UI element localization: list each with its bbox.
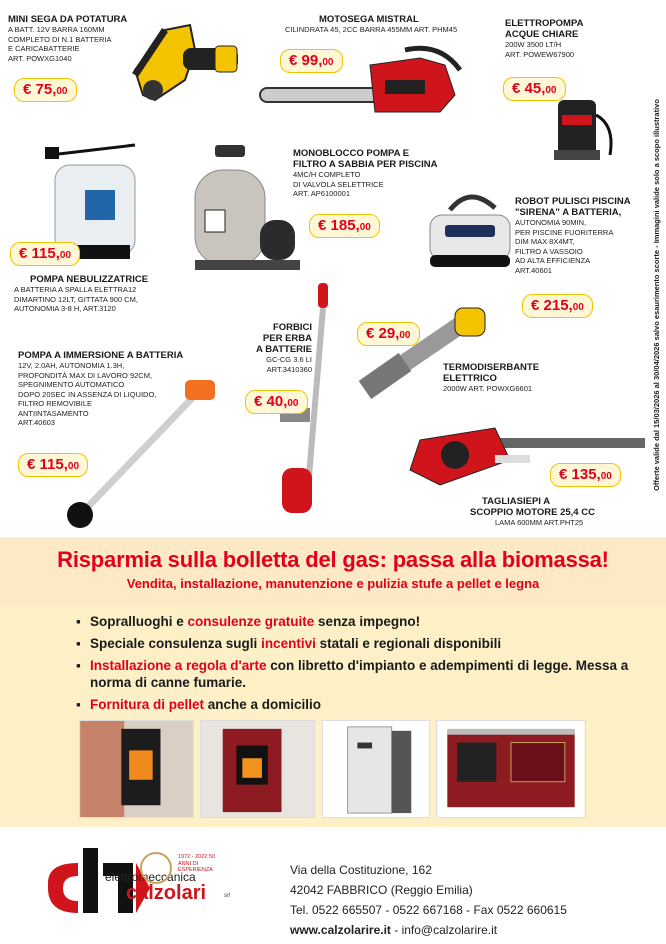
product-desc-line: SPEGNIMENTO AUTOMATICO: [18, 380, 125, 389]
product-title: PER ERBA: [262, 333, 312, 344]
cookstove-photo: [436, 720, 586, 818]
benefit-item: [76, 613, 636, 630]
stove-photo-2: [200, 720, 315, 818]
product-desc-line: AUTONOMIA 90MIN,: [515, 218, 587, 227]
price-cents: 00: [67, 461, 80, 472]
product-title: MOTOSEGA MISTRAL: [319, 14, 419, 25]
product-desc-line: GC-CG 3.6 LI: [266, 355, 312, 364]
benefit-highlight: consulenze gratuite: [187, 614, 315, 629]
anniversary-seal: [140, 852, 172, 884]
boiler-photo: [322, 720, 430, 818]
product-desc-line: A BATTERIA A SPALLA ELETTRA12: [14, 285, 137, 294]
validity-note: [652, 60, 664, 530]
product-desc-line: CILINDRATA 45, 2CC BARRA 455MM ART. PHM45: [285, 25, 458, 34]
product-title: MINI SEGA DA POTATURA: [8, 14, 128, 25]
product-desc-line: E CARICABATTERIE: [8, 44, 80, 53]
benefit-item: [76, 635, 636, 652]
product-sprayer: [14, 274, 194, 314]
phone-line: Tel. 0522 665507 - 0522 667168 - Fax 0522 660615: [290, 903, 567, 917]
product-desc-line: A BATT. 12V BARRA 160MM: [8, 25, 105, 34]
price-cents: 00: [359, 222, 371, 233]
price-cents: 00: [56, 86, 68, 97]
product-desc-line: LAMA 600MM ART.PHT25: [495, 518, 584, 527]
benefit-text: Sopralluoghi e: [90, 614, 188, 629]
product-desc-line: DI VALVOLA SELETTRICE: [293, 179, 384, 189]
weed-burner-image: [345, 300, 495, 410]
price-cents: 00: [600, 471, 612, 482]
validity-note-text: Offerte valide dal 15/03/2026 al 30/04/2026 salvo esaurimento scorte - Immagini valide solo a scopo illustrativo: [652, 99, 661, 491]
product-title: "SIRENA" A BATTERIA,: [515, 207, 622, 218]
product-title: A BATTERIE: [256, 344, 312, 355]
product-title: ELETTROPOMPA: [505, 18, 584, 29]
product-desc-line: 2000W ART. POWXG6601: [443, 384, 533, 393]
product-hedge-trimmer: [470, 496, 640, 528]
company-address: [290, 860, 567, 940]
stove-photo-1: [79, 720, 194, 818]
product-battery-pump: [18, 350, 218, 428]
product-desc-line: 200W 3500 LT/H: [505, 40, 562, 49]
price-badge: [522, 294, 593, 318]
product-desc-line: ART.40601: [515, 265, 552, 275]
sand-filter-image: [180, 140, 305, 280]
price-value: € 29,: [366, 325, 400, 342]
price-value: € 115,: [19, 245, 60, 262]
product-chainsaw: [285, 14, 485, 35]
logo-suffix: srl: [224, 893, 231, 899]
submersible-pump-image: [540, 95, 620, 165]
price-value: € 135,: [559, 466, 601, 483]
logo-name: calzolari: [126, 882, 207, 904]
price-cents: 00: [572, 302, 584, 313]
price-badge: [309, 214, 380, 238]
benefit-highlight: incentivi: [261, 636, 316, 651]
product-desc-line: DIMARTINO 12LT, GITTATA 900 CM,: [14, 294, 138, 304]
product-desc-line: COMPLETO DI N.1 BATTERIA: [8, 34, 112, 44]
product-title: POMPA A IMMERSIONE A BATTERIA: [18, 350, 184, 361]
website-link[interactable]: www.calzolarire.it: [290, 923, 391, 937]
benefit-text: statali e regionali disponibili: [315, 636, 502, 651]
benefit-highlight: Installazione a regola d'arte: [90, 658, 267, 673]
product-desc-line: 4MC/H COMPLETO: [293, 170, 361, 179]
benefit-item: [76, 657, 636, 691]
product-desc-line: ART.40603: [18, 418, 55, 427]
benefit-text: senza impegno!: [314, 614, 421, 629]
anniversary-text: 1972 - 2022 50 ANNI DI ESPERIENZA: [178, 854, 216, 873]
price-cents: 00: [287, 398, 299, 409]
product-desc-line: ART. AP6100001: [293, 189, 350, 198]
biomass-banner: [0, 537, 666, 605]
price-cents: 00: [322, 57, 334, 68]
product-title: SCOPPIO MOTORE 25,4 CC: [470, 507, 595, 518]
product-desc-line: DOPO 20SEC IN ASSENZA DI LIQUIDO,: [18, 389, 157, 399]
product-mini-saw: [8, 14, 128, 63]
price-value: € 115,: [27, 456, 68, 473]
address-line: Via della Costituzione, 162: [290, 863, 432, 877]
price-value: € 215,: [531, 297, 573, 314]
price-badge: [245, 390, 308, 414]
price-cents: 00: [545, 85, 557, 96]
banner-headline: Risparmia sulla bolletta del gas: passa alla biomassa!: [57, 547, 609, 572]
product-desc-line: PER PISCINE FUORITERRA: [515, 227, 614, 237]
price-badge: [503, 77, 566, 101]
address-line: 42042 FABBRICO (Reggio Emilia): [290, 883, 473, 897]
price-badge: [280, 49, 343, 73]
price-value: € 45,: [512, 80, 546, 97]
price-badge: [18, 453, 88, 477]
price-value: € 99,: [289, 52, 323, 69]
product-title: FORBICI: [272, 322, 312, 333]
price-value: € 40,: [254, 393, 288, 410]
product-title: ACQUE CHIARE: [505, 29, 579, 40]
product-desc-line: AD ALTA EFFICIENZA: [515, 256, 591, 265]
product-desc-line: FILTRO A VASSOIO: [515, 246, 583, 256]
product-desc-line: ART. POWXG1040: [8, 53, 72, 63]
price-value: € 185,: [318, 217, 360, 234]
product-desc-line: ART. POWEW67900: [505, 49, 575, 59]
web-line: [290, 920, 567, 940]
product-title: POMPA NEBULIZZATRICE: [30, 274, 149, 285]
product-weed-burner: [443, 362, 573, 394]
benefit-item: [76, 696, 636, 713]
product-sand-filter: [293, 148, 458, 199]
benefits-list: [76, 613, 636, 718]
product-pool-robot: [515, 196, 650, 275]
product-title: FILTRO A SABBIA PER PISCINA: [293, 159, 438, 170]
price-value: € 75,: [23, 81, 57, 98]
price-badge: [10, 242, 80, 266]
product-title: TERMODISERBANTE: [443, 362, 540, 373]
product-water-pump: [505, 18, 615, 59]
email-link[interactable]: - info@calzolarire.it: [390, 923, 498, 937]
product-desc-line: PROFONDITÀ MAX DI LAVORO 92CM,: [18, 370, 153, 380]
product-desc-line: FILTRO REMOVIBILE: [18, 399, 93, 408]
price-badge: [550, 463, 621, 487]
logo-subtitle: elettromeccanica: [105, 870, 196, 884]
product-desc-line: ART.3410360: [266, 364, 312, 374]
price-badge: [357, 322, 420, 346]
product-desc-line: ANTIINTASAMENTO: [18, 408, 89, 418]
benefit-highlight: Fornitura di pellet: [90, 697, 205, 712]
price-cents: 00: [59, 250, 72, 261]
benefit-text: Speciale consulenza sugli: [90, 636, 262, 651]
product-title: ROBOT PULISCI PISCINA: [515, 196, 631, 207]
product-desc-line: AUTONOMIA 3-8 H, ART.3120: [14, 304, 116, 313]
product-title: TAGLIASIEPI A: [482, 496, 551, 507]
product-title: MONOBLOCCO POMPA E: [293, 148, 410, 159]
banner-subheadline: Vendita, installazione, manutenzione e pulizia stufe a pellet e legna: [126, 576, 540, 591]
price-cents: 00: [399, 330, 411, 341]
product-title: ELETTRICO: [443, 373, 497, 384]
benefit-text: con libretto d'impianto e adempimenti di legge. Messa a norma di canne fumarie.: [90, 658, 629, 690]
price-badge: [14, 78, 77, 102]
benefit-text: anche a domicilio: [204, 697, 322, 712]
product-desc-line: 12V, 2.0AH, AUTONOMIA 1.3H,: [18, 361, 125, 370]
product-grass-shears: [238, 322, 312, 374]
product-desc-line: DIM MAX 8X4MT,: [515, 237, 575, 246]
